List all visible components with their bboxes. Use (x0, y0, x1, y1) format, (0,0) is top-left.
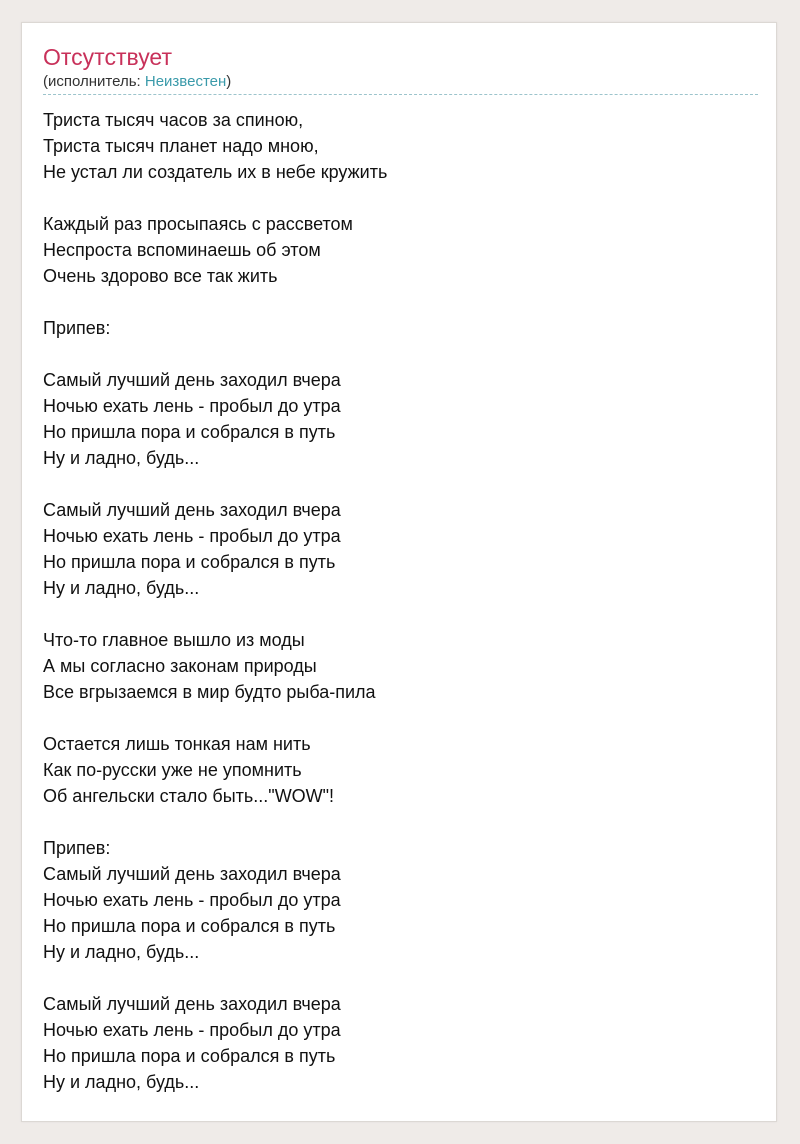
lyric-line: Самый лучший день заходил вчера (43, 500, 341, 520)
lyric-line: Ну и ладно, будь... (43, 1072, 200, 1092)
artist-link[interactable]: Неизвестен (144, 73, 227, 90)
lyric-line: Что-то главное вышло из моды (43, 630, 305, 650)
stanza-break (43, 965, 387, 991)
lyric-line: Ночью ехать лень - пробыл до утра (43, 1020, 341, 1040)
lyric-line: Ночью ехать лень - пробыл до утра (43, 526, 341, 546)
lyric-line: Триста тысяч планет надо мною, (43, 136, 319, 156)
lyric-line: Припев: (43, 838, 111, 858)
lyric-line: Остается лишь тонкая нам нить (43, 734, 311, 754)
lyric-line: Но пришла пора и собрался в путь (43, 916, 336, 936)
lyric-line: Самый лучший день заходил вчера (43, 864, 341, 884)
stanza-break (43, 341, 387, 367)
lyric-line: Ну и ладно, будь... (43, 448, 200, 468)
lyric-line: Самый лучший день заходил вчера (43, 994, 341, 1014)
lyric-line: Ночью ехать лень - пробыл до утра (43, 890, 341, 910)
stanza-break (43, 185, 387, 211)
lyric-line: Об ангельски стало быть..."WOW"! (43, 786, 335, 806)
song-title: Отсутствует (43, 44, 172, 70)
artist-suffix: ) (226, 73, 232, 90)
stanza-break (43, 809, 387, 835)
lyrics-text (43, 107, 387, 1095)
lyric-line: Не устал ли создатель их в небе кружить (43, 162, 388, 182)
lyric-line: Ночью ехать лень - пробыл до утра (43, 396, 341, 416)
lyric-line: Неспроста вспоминаешь об этом (43, 240, 321, 260)
lyric-line: Но пришла пора и собрался в путь (43, 1046, 336, 1066)
lyric-line: Но пришла пора и собрался в путь (43, 422, 336, 442)
stanza-break (43, 471, 387, 497)
lyric-line: А мы согласно законам природы (43, 656, 317, 676)
lyric-line: Ну и ладно, будь... (43, 942, 200, 962)
dashed-divider (43, 94, 758, 95)
lyric-line: Каждый раз просыпаясь с рассветом (43, 214, 353, 234)
artist-prefix: (исполнитель: (43, 73, 145, 90)
lyric-line: Припев: (43, 318, 111, 338)
stanza-break (43, 289, 387, 315)
lyric-line: Как по-русски уже не упомнить (43, 760, 302, 780)
stanza-break (43, 601, 387, 627)
stanza-break (43, 705, 387, 731)
lyric-line: Очень здорово все так жить (43, 266, 278, 286)
lyric-line: Ну и ладно, будь... (43, 578, 200, 598)
lyric-line: Все вгрызаемся в мир будто рыба-пила (43, 682, 376, 702)
lyric-line: Триста тысяч часов за спиною, (43, 110, 304, 130)
lyric-line: Самый лучший день заходил вчера (43, 370, 341, 390)
lyrics-card (21, 22, 777, 1122)
artist-line (43, 73, 231, 91)
lyric-line: Но пришла пора и собрался в путь (43, 552, 336, 572)
